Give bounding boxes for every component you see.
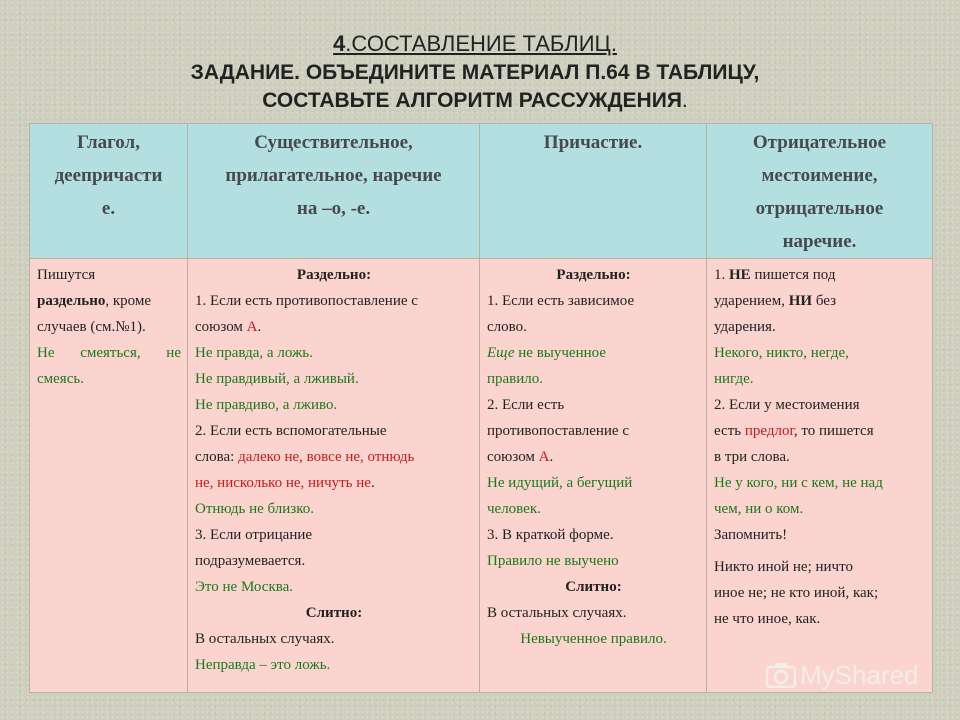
example-text: Неправда – это ложь. [195,657,331,673]
rule-heading: Раздельно: [556,267,631,283]
title-line-1: 4.СОСТАВЛЕНИЕ ТАБЛИЦ. [333,31,617,56]
example-text: человек. [487,501,541,517]
example-text: Некого, никто, негде, [714,345,849,361]
title-line-2: ЗАДАНИЕ. ОБЪЕДИНИТЕ МАТЕРИАЛ П.64 В ТАБЛИЦУ, [190,61,760,84]
example-text: чем, ни о ком. [714,501,804,517]
cell-noun-adj-adverb: Раздельно: 1. Если есть противопоставление с союзом А. Не правда, а ложь. Не правдивый, а лживый. Не правдиво, а лживо. 2. Если есть вспомогательные слова: далеко не, вовсе не, отнюдь не, нисколько не, ничуть не. Отнюдь не близко. 3. Если отрицание подразумевается. Это не Москва. Слитно: В остальных случаях. Неправда – это ложь. [188,259,480,693]
example-text: правило. [487,371,544,387]
example-text: Не смеяться, не [37,345,181,361]
slide-title [0,30,960,115]
cell-negative-pronoun: 1. НЕ пишется под ударением, НИ без ударения. Некого, никто, негде, нигде. 2. Если у местоимения есть предлог, то пишется в три слова. Не у кого, ни с кем, не над чем, ни о ком. Запомнить! Никто иной не; ничто иное не; не кто иной, как; не что иное, как. [707,259,933,693]
cell-participle: Раздельно: 1. Если есть зависимое слово. Еще не выученное правило. 2. Если есть противопоставление с союзом А. Не идущий, а бегущий человек. 3. В краткой форме. Правило не выучено Слитно: В остальных случаях. Невыученное правило. [480,259,707,693]
example-text: Невыученное правило. [520,631,667,647]
rule-heading: Раздельно: [296,267,372,283]
example-text: Не у кого, ни с кем, не над [714,475,883,491]
rule-heading: Слитно: [565,579,622,595]
header-noun-adj-adverb: Существительное, прилагательное, наречие на –о, -е. [188,124,480,259]
table-body-row [30,259,933,693]
example-text: Не правда, а ложь. [195,345,313,361]
header-participle: Причастие. [480,124,707,259]
rule-heading: Слитно: [305,605,363,621]
example-text: Не идущий, а бегущий [487,475,633,491]
table-header-row [30,124,933,259]
example-text: Не правдиво, а лживо. [195,397,338,413]
cell-verb: Пишутся раздельно, кроме случаев (см.№1). Не смеяться, не смеясь. [30,259,188,693]
myshared-watermark: MyShared [766,655,926,695]
example-text: Еще не выученное [487,345,606,361]
header-verb: Глагол, деепричасти е. [30,124,188,259]
example-text: Это не Москва. [195,579,294,595]
example-text: Правило не выучено [487,553,619,569]
title-line-3: СОСТАВЬТЕ АЛГОРИТМ РАССУЖДЕНИЯ. [262,89,688,112]
example-text: нигде. [714,371,754,387]
rules-table [29,123,933,693]
example-text: Отнюдь не близко. [195,501,314,517]
example-text: Не правдивый, а лживый. [195,371,359,387]
header-negative-pronoun: Отрицательное местоимение, отрицательное наречие. [707,124,933,259]
example-text: смеясь. [37,371,84,387]
camera-icon [766,662,796,688]
